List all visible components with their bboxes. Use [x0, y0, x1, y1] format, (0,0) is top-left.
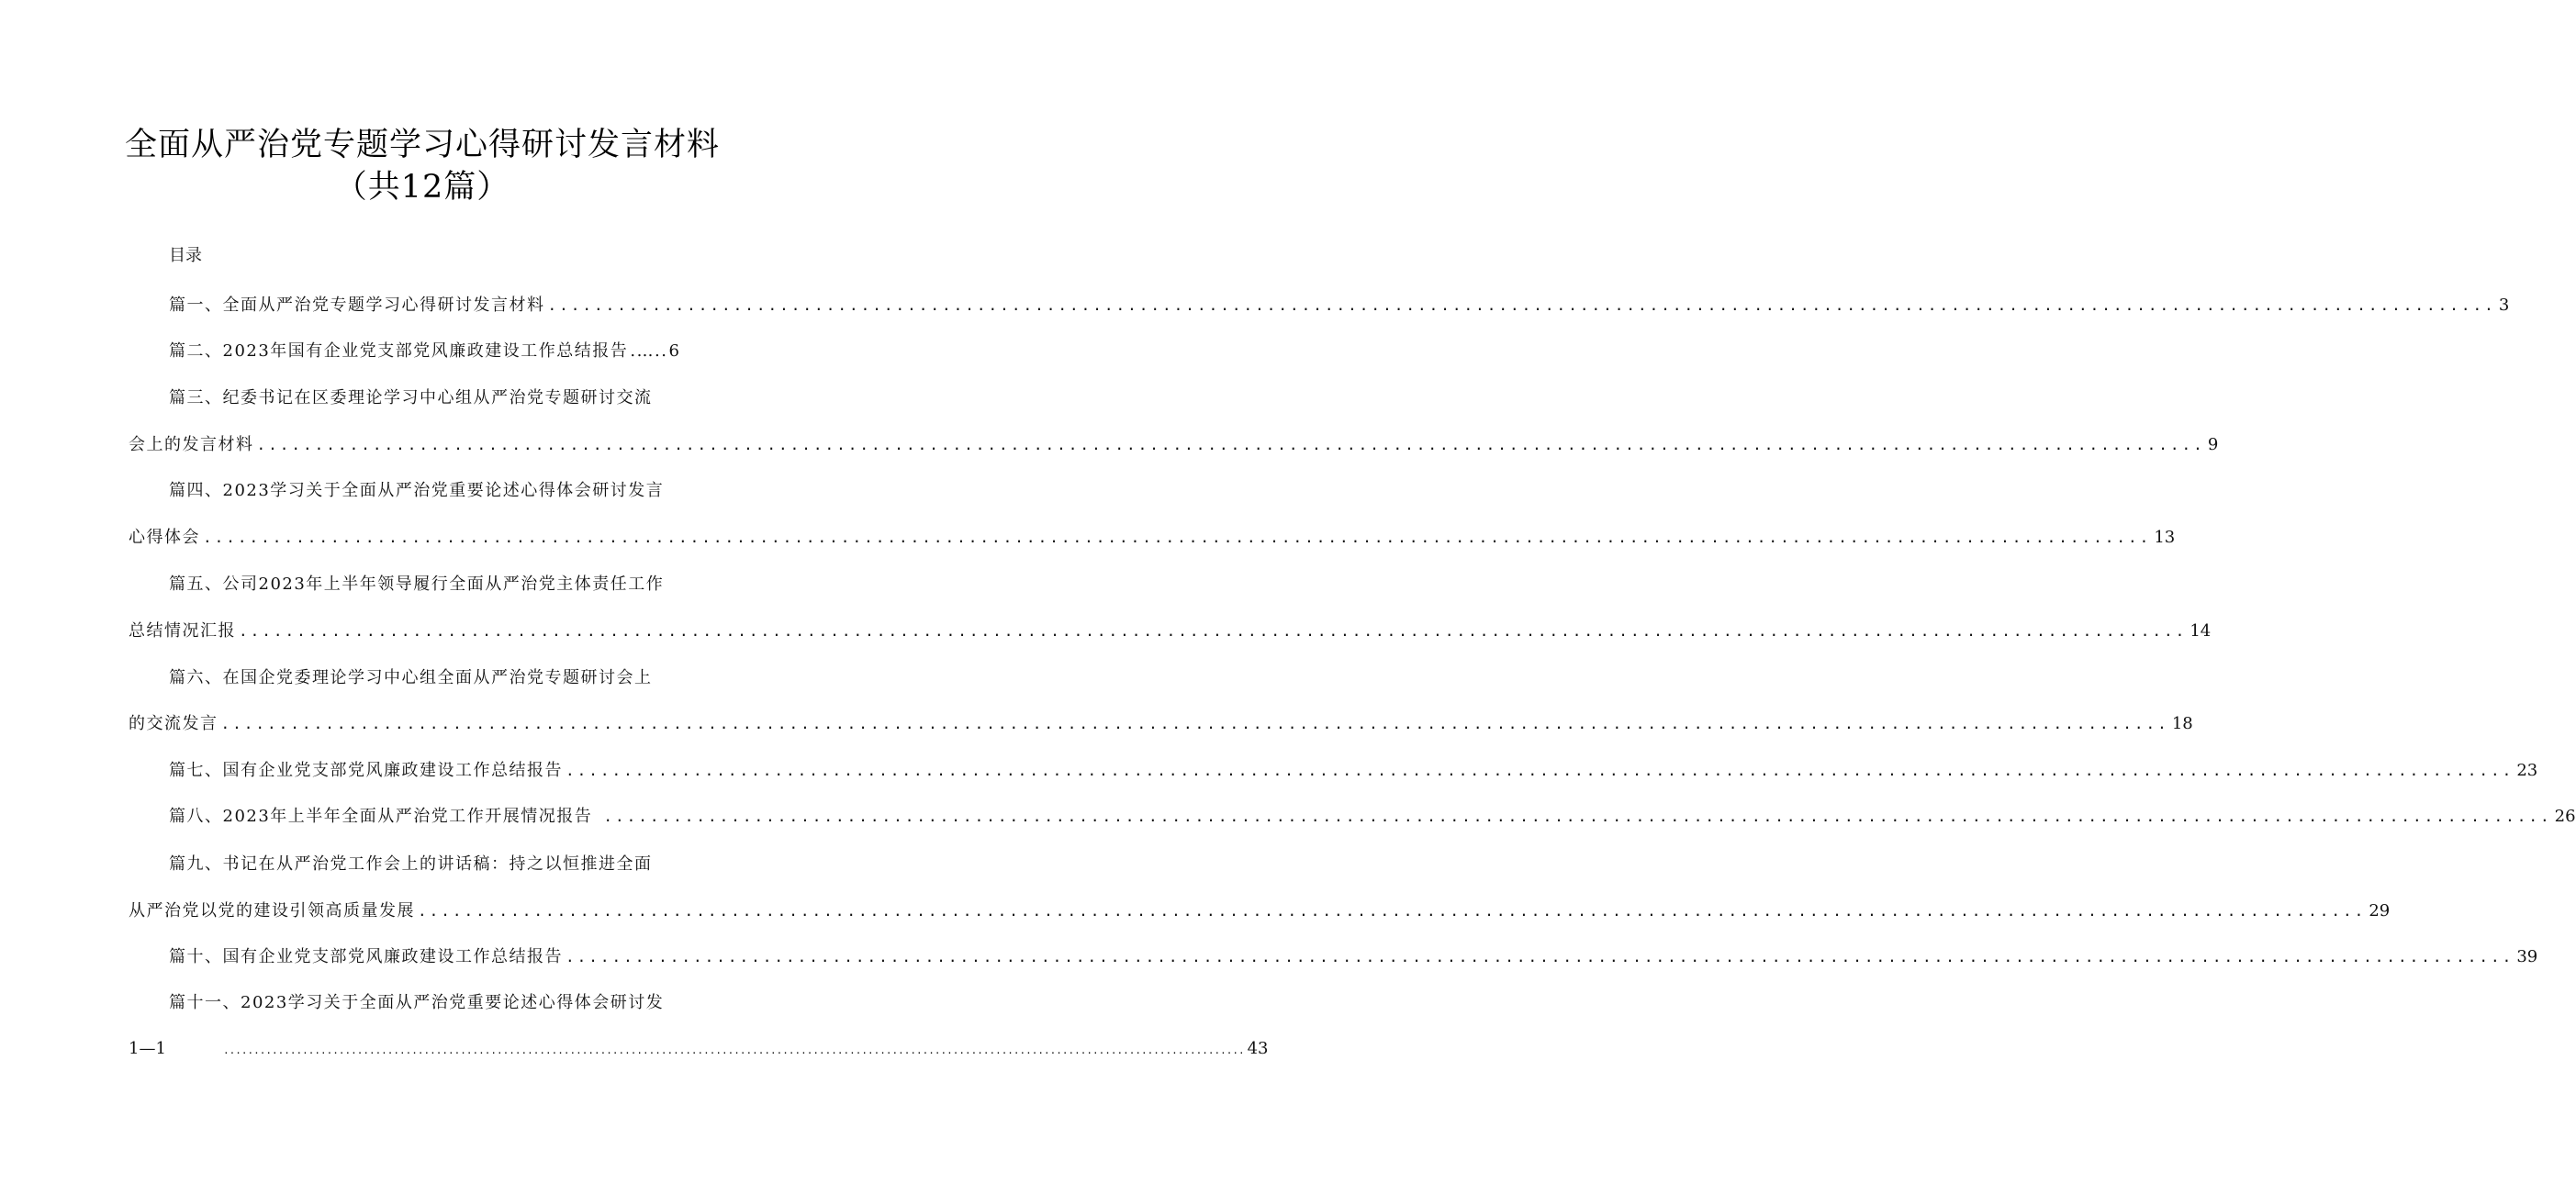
toc-entry-title: 篇八、2023年上半年全面从严治党工作开展情况报告	[169, 807, 593, 826]
toc-entry-1[interactable]	[169, 294, 2510, 318]
toc-entry-3-line1[interactable]	[169, 386, 653, 410]
document-title: 全面从严治党专题学习心得研讨发言材料	[124, 127, 720, 163]
toc-page-number: 9	[2207, 435, 2219, 454]
toc-leader-dots: ........................................................................................................................................................................	[203, 529, 2152, 546]
toc-page-number: 23	[2516, 761, 2538, 780]
toc-entry-title: 篇一、全面从严治党专题学习心得研讨发言材料	[169, 296, 545, 315]
toc-entry-title-cont: 从严治党以党的建设引领高质量发展	[129, 901, 415, 921]
toc-entry-3[interactable]	[129, 433, 2219, 457]
toc-leader-dots: ........................................................................................................................................................................	[256, 436, 2205, 453]
toc-entry-11-line1[interactable]	[169, 991, 664, 1015]
toc-entry-title-cont: 1—1	[129, 1039, 166, 1058]
toc-leader-dots: ........................................................................................................................................................................	[566, 948, 2514, 965]
toc-entry-title: 篇十、国有企业党支部党风廉政建设工作总结报告	[169, 947, 563, 966]
toc-entry-6[interactable]	[129, 712, 2193, 736]
document-title-count: （共12篇）	[334, 169, 510, 206]
toc-heading: 目录	[169, 246, 202, 265]
toc-entry-title: 篇四、2023学习关于全面从严治党重要论述心得体会研讨发言	[169, 481, 665, 500]
toc-entry-title-cont: 的交流发言	[129, 714, 218, 733]
toc-entry-title: 篇九、书记在从严治党工作会上的讲话稿：持之以恒推进全面	[169, 854, 653, 874]
toc-entry-title: 篇十一、2023学习关于全面从严治党重要论述心得体会研讨发	[169, 993, 665, 1012]
toc-page-number: 43	[1247, 1039, 1269, 1058]
toc-entry-9[interactable]	[129, 899, 2391, 923]
toc-page-number: 29	[2369, 901, 2391, 921]
toc-entry-title: 篇五、公司2023年上半年领导履行全面从严治党主体责任工作	[169, 575, 665, 594]
toc-leader-tail: .…..	[630, 341, 668, 361]
toc-entry-title: 篇六、在国企党委理论学习中心组全面从严治党专题研讨会上	[169, 668, 653, 687]
toc-entry-8[interactable]	[169, 805, 2576, 829]
toc-entry-2[interactable]	[169, 340, 678, 363]
toc-page-number: 13	[2154, 528, 2176, 547]
toc-page-number: 6	[668, 341, 679, 361]
toc-leader-dots: ........................................................................................................................................................................	[220, 715, 2169, 732]
toc-entry-title-cont: 会上的发言材料	[129, 435, 254, 454]
toc-leader-dots: ........................................................................................................................................................................	[603, 808, 2552, 825]
toc-page-number: 3	[2498, 296, 2510, 315]
toc-entry-title-cont: 心得体会	[129, 528, 200, 547]
toc-entry-title: 篇二、2023年国有企业党支部党风廉政建设工作总结报告	[169, 341, 629, 361]
toc-entry-6-line1[interactable]	[169, 666, 653, 690]
toc-entry-title-cont: 总结情况汇报	[129, 621, 236, 641]
toc-page-number: 26	[2554, 807, 2576, 826]
toc-leader-dots: ........................................................................................................................................................................	[566, 762, 2514, 779]
toc-entry-5[interactable]	[129, 619, 2212, 643]
toc-page-number: 39	[2516, 947, 2538, 966]
toc-entry-4[interactable]	[129, 526, 2176, 550]
toc-entry-title: 篇七、国有企业党支部党风廉政建设工作总结报告	[169, 761, 563, 780]
toc-leader-dots: ........................................................................................................................................................................	[239, 622, 2188, 640]
toc-leader-dots: ........................................................................................................................................................................	[418, 902, 2367, 920]
toc-page-number: 14	[2190, 621, 2212, 641]
toc-leader-dots: ........................................................................................................................................................................	[547, 296, 2496, 314]
toc-entry-4-line1[interactable]	[169, 479, 664, 503]
toc-entry-9-line1[interactable]	[169, 853, 653, 876]
toc-entry-5-line1[interactable]	[169, 573, 664, 597]
toc-entry-11[interactable]	[129, 1037, 1269, 1063]
toc-leader-dots: ........................................................................................................................................................................	[223, 1044, 1245, 1056]
toc-entry-title: 篇三、纪委书记在区委理论学习中心组从严治党专题研讨交流	[169, 388, 653, 407]
toc-entry-10[interactable]	[169, 945, 2538, 969]
toc-entry-7[interactable]	[169, 759, 2538, 783]
toc-page-number: 18	[2171, 714, 2193, 733]
